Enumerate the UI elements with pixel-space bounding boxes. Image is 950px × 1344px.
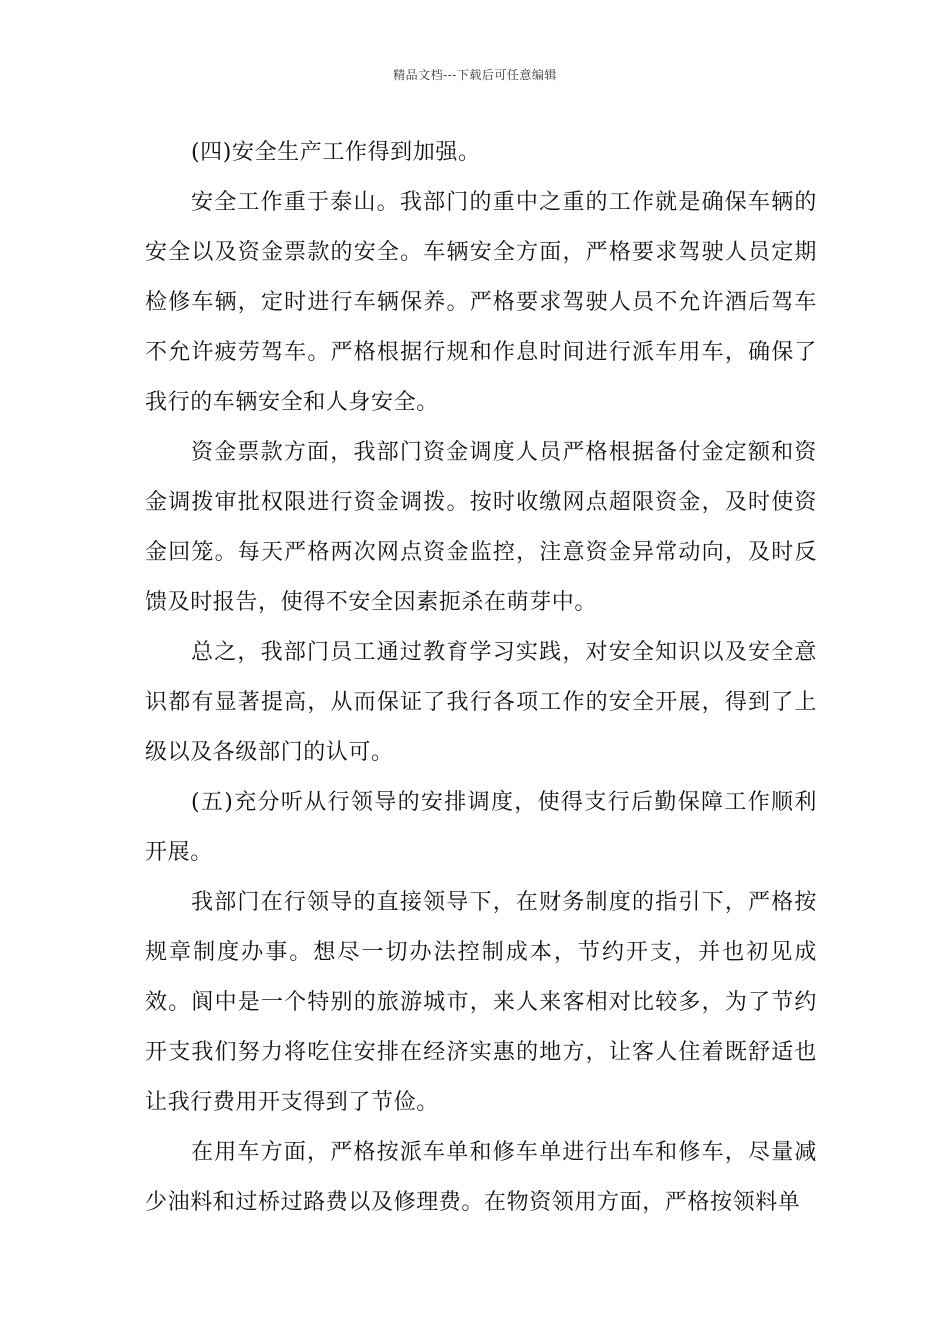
section-heading-five: (五)充分听从行领导的安排调度，使得支行后勤保障工作顺利开展。 (145, 790, 817, 865)
paragraph-safety-summary: 总之，我部门员工通过教育学习实践，对安全知识以及安全意识都有显著提高，从而保证了我行各项工作的安全开展，得到了上级以及各级部门的认可。 (145, 640, 817, 765)
section-heading-four: (四)安全生产工作得到加强。 (191, 140, 481, 165)
paragraph-funds-safety: 资金票款方面，我部门资金调度人员严格根据备付金定额和资金调拨审批权限进行资金调拨。按时收缴网点超限资金，及时使资金回笼。每天严格两次网点资金监控，注意资金异常动向，及时反馈及时报告，使得不安全因素扼杀在萌芽中。 (145, 440, 817, 615)
paragraph-vehicle-safety: 安全工作重于泰山。我部门的重中之重的工作就是确保车辆的安全以及资金票款的安全。车辆安全方面，严格要求驾驶人员定期检修车辆，定时进行车辆保养。严格要求驾驶人员不允许酒后驾车不允许疲劳驾车。严格根据行规和作息时间进行派车用车，确保了我行的车辆安全和人身安全。 (145, 190, 817, 415)
document-body (145, 128, 817, 1228)
paragraph-vehicle-usage: 在用车方面，严格按派车单和修车单进行出车和修车，尽量减少油料和过桥过路费以及修理费。在物资领用方面，严格按领料单 (145, 1140, 817, 1215)
page-header: 精品文档---下载后可任意编辑 (393, 68, 557, 82)
paragraph-cost-control: 我部门在行领导的直接领导下，在财务制度的指引下，严格按规章制度办事。想尽一切办法控制成本，节约开支，并也初见成效。阆中是一个特别的旅游城市，来人来客相对比较多，为了节约开支我们努力将吃住安排在经济实惠的地方，让客人住着既舒适也让我行费用开支得到了节俭。 (145, 890, 817, 1115)
